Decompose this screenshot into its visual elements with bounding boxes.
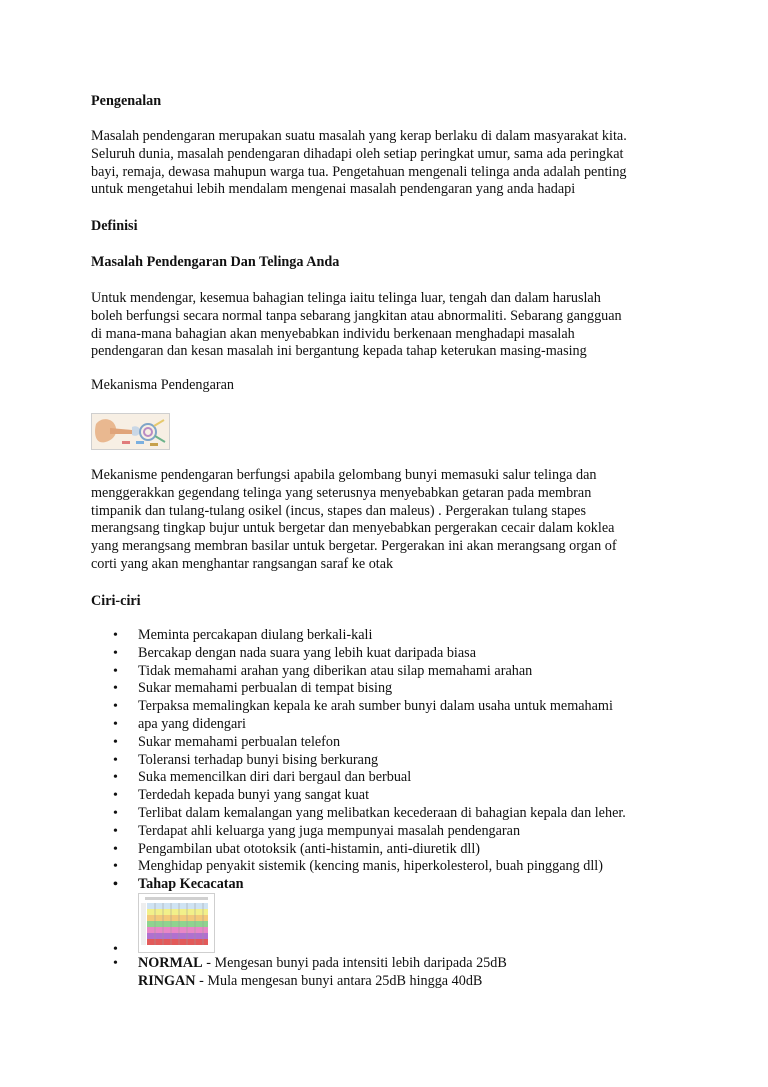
text-line: pendengaran dan kesan masalah ini bergantung kepada tahap keterukan masing-masing — [91, 343, 587, 360]
list-item: • Toleransi terhadap bunyi bising berkurang — [91, 752, 711, 770]
text-line: untuk mengetahui lebih mendalam mengenai masalah pendengaran yang anda hadapi — [91, 181, 576, 198]
text-line: Mekanisme pendengaran berfungsi apabila gelombang bunyi memasuki salur telinga dan — [91, 467, 597, 483]
hearing-level-chart-image — [138, 893, 215, 953]
list-item: • Suka memencilkan diri dari bergaul dan berbual — [91, 769, 711, 787]
text-line: boleh berfungsi secara normal tanpa sebarang jangkitan atau abnormaliti. Sebarang gangguan — [91, 307, 622, 324]
text-line: timpanik dan tulang-tulang osikel (incus, stapes dan maleus) . Pergerakan tulang stapes — [91, 502, 586, 519]
heading-masalah: Masalah Pendengaran Dan Telinga Anda — [91, 254, 340, 270]
list-item: • Tidak memahami arahan yang diberikan atau silap memahami arahan — [91, 663, 711, 681]
heading-pengenalan: Pengenalan — [91, 93, 162, 109]
text-line: Seluruh dunia, masalah pendengaran dihadapi oleh setiap peringkat umur, sama ada peringkat — [91, 145, 624, 162]
text-line: Untuk mendengar, kesemua bahagian telinga iaitu telinga luar, tengah dan dalam haruslah — [91, 290, 601, 306]
text-line: di mana-mana bahagian akan menyebabkan individu berkenaan menghadapi masalah — [91, 325, 575, 342]
text-line: bayi, remaja, dewasa mahupun warga tua. Pengetahuan mengenali telinga anda adalah penting — [91, 163, 627, 180]
level-normal-text: - Mengesan bunyi pada intensiti lebih daripada 25dB — [202, 955, 507, 971]
text-line: yang merangsang membran basilar untuk bergetar. Pergerakan ini akan merangsang organ of — [91, 538, 617, 555]
continuation-text: apa yang didengari — [138, 715, 246, 732]
level-ringan — [138, 973, 482, 991]
list-item-tahap: • Tahap Kecacatan — [91, 876, 711, 894]
bullet-normal-icon: • — [113, 956, 118, 971]
level-normal — [138, 955, 507, 973]
text-line: corti yang akan menghantar rangsangan saraf ke otak — [91, 555, 394, 572]
text-line: Masalah pendengaran merupakan suatu masalah yang kerap berlaku di dalam masyarakat kita. — [91, 128, 627, 144]
list-item-continuation — [91, 716, 711, 734]
list-item: • Sukar memahami perbualan di tempat bising — [91, 680, 711, 698]
heading-ciri: Ciri-ciri — [91, 593, 141, 609]
paragraph-intro — [91, 128, 691, 199]
level-normal-term: NORMAL — [138, 955, 203, 971]
text-line: merangsang tingkap bujur untuk bergetar dan menyebabkan pergerakan cecair dalam koklea — [91, 520, 615, 537]
ear-icon — [92, 414, 169, 449]
list-item: • Terdapat ahli keluarga yang juga mempunyai masalah pendengaran — [91, 823, 711, 841]
ear-anatomy-image — [91, 413, 170, 450]
list-item: • Meminta percakapan diulang berkali-kali — [91, 627, 711, 645]
paragraph-mekanisme — [91, 467, 691, 574]
list-item: • Terdedah kepada bunyi yang sangat kuat — [91, 787, 711, 805]
text-line: menggerakkan gegendang telinga yang seterusnya menyebabkan getaran pada membran — [91, 484, 592, 501]
list-item: • Bercakap dengan nada suara yang lebih kuat daripada biasa — [91, 645, 711, 663]
list-item: • Terpaksa memalingkan kepala ke arah sumber bunyi dalam usaha untuk memahami — [91, 698, 711, 716]
list-item: • Pengambilan ubat ototoksik (anti-histamin, anti-diuretik dll) — [91, 841, 711, 859]
hearing-chart-icon — [139, 894, 214, 952]
heading-mekanisma: Mekanisma Pendengaran — [91, 377, 235, 393]
bullet-empty-icon: • — [113, 942, 118, 957]
level-ringan-text: - Mula mengesan bunyi antara 25dB hingga 40dB — [195, 973, 483, 989]
heading-definisi: Definisi — [91, 218, 138, 234]
list-item: • Menghidap penyakit sistemik (kencing manis, hiperkolesterol, buah pinggang dll) — [91, 858, 711, 876]
list-item: • Terlibat dalam kemalangan yang melibatkan kecederaan di bahagian kepala dan leher. — [91, 805, 711, 823]
paragraph-masalah — [91, 290, 691, 361]
list-item: • Sukar memahami perbualan telefon — [91, 734, 711, 752]
level-ringan-term: RINGAN — [138, 973, 196, 989]
ciri-list — [91, 627, 711, 894]
